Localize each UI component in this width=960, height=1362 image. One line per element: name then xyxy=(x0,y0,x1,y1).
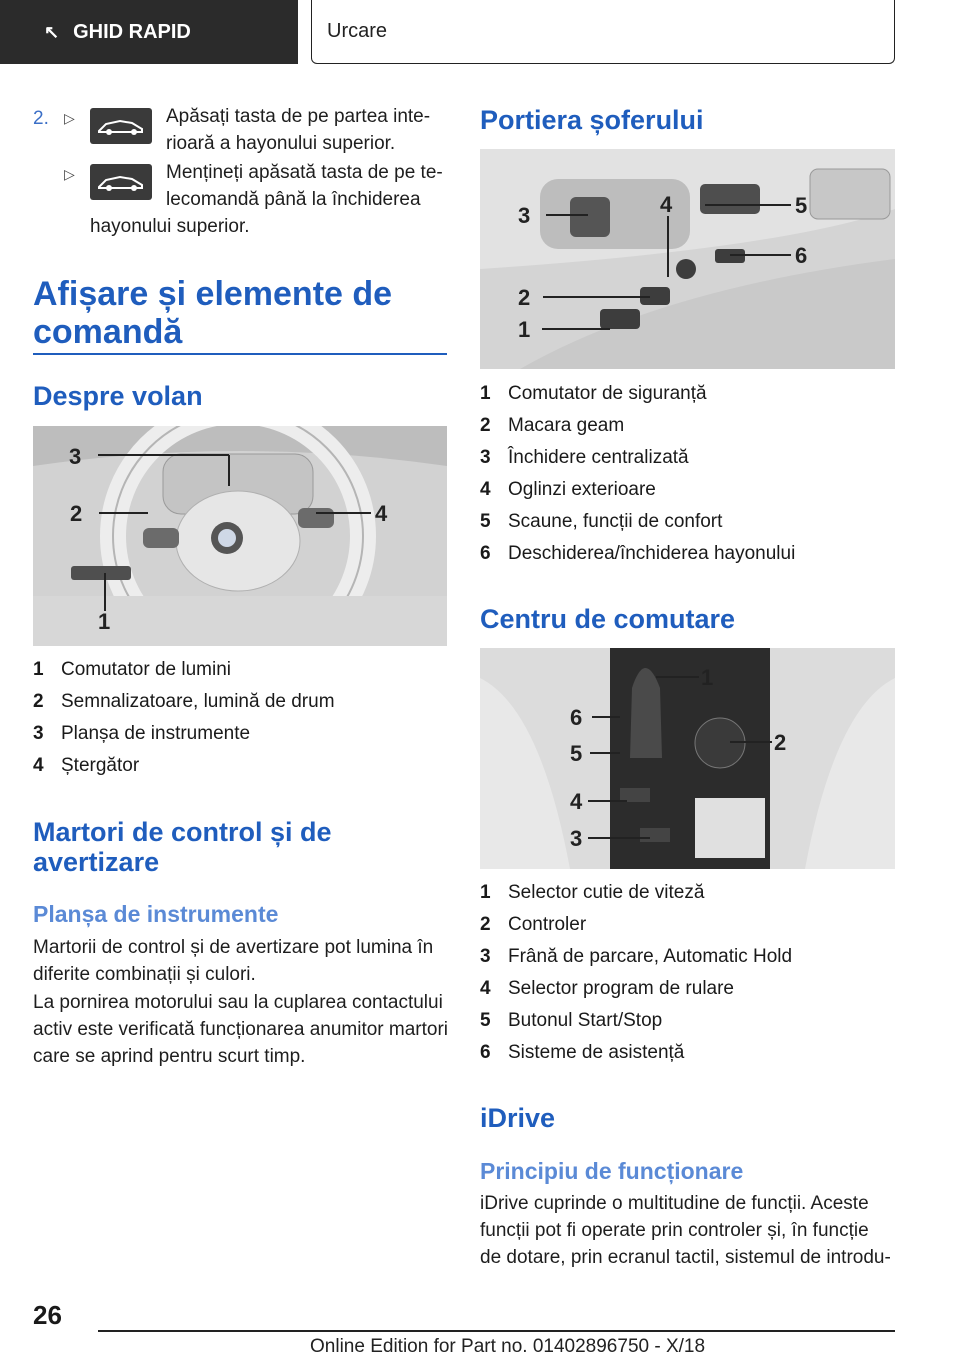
item-label: Deschiderea/închiderea hayonului xyxy=(508,543,796,564)
list-item xyxy=(480,378,795,410)
item-label: Frână de parcare, Automatic Hold xyxy=(508,946,793,967)
step-b-line3: hayonului superior. xyxy=(90,216,250,237)
para2-line3: care se aprind pentru scurt timp. xyxy=(33,1046,306,1067)
cluster-heading: Planșa de instrumente xyxy=(33,901,279,927)
item-label: Comutator de siguranță xyxy=(508,383,707,404)
item-label: Selector program de rulare xyxy=(508,978,734,999)
center-callout-5: 5 xyxy=(570,741,583,766)
center-callout-2: 2 xyxy=(774,730,787,755)
pin-icon: ↖ xyxy=(44,21,60,42)
list-item xyxy=(480,973,792,1005)
header-gap xyxy=(298,0,311,64)
item-number: 2 xyxy=(480,415,491,436)
list-item xyxy=(480,538,795,570)
page-number: 26 xyxy=(33,1300,62,1330)
door-callout-3: 3 xyxy=(518,203,531,228)
center-callout-1: 1 xyxy=(701,665,714,690)
item-label: Macara geam xyxy=(508,415,625,436)
list-item xyxy=(480,909,792,941)
item-label: Sisteme de asistență xyxy=(508,1042,685,1063)
door-callout-2: 2 xyxy=(518,285,531,310)
door-legend xyxy=(480,378,795,570)
item-number: 4 xyxy=(480,479,491,500)
wheel-legend xyxy=(33,654,335,782)
item-number: 1 xyxy=(480,882,491,903)
item-number: 6 xyxy=(480,543,491,564)
door-callout-5: 5 xyxy=(795,193,808,218)
para1-line2: diferite combinații și culori. xyxy=(33,964,256,985)
para2-line1: La pornirea motorului sau la cuplarea contactului xyxy=(33,992,443,1013)
item-label: Selector cutie de viteză xyxy=(508,882,705,903)
chapter-label: Urcare xyxy=(327,20,388,42)
wheel-callout-3: 3 xyxy=(69,444,82,469)
para2-line2: activ este verificată funcționarea anumitor martori xyxy=(33,1019,449,1040)
main-heading-line1: Afișare și elemente de xyxy=(33,275,393,313)
item-number: 4 xyxy=(33,755,44,776)
list-item xyxy=(33,654,335,686)
step-a-line2: rioară a hayonului superior. xyxy=(166,133,396,154)
item-label: Comutator de lumini xyxy=(61,659,232,680)
item-number: 6 xyxy=(480,1042,491,1063)
steering-wheel-photo xyxy=(33,426,447,646)
triangle-icon: ▷ xyxy=(64,110,75,126)
idrive-para-line1: iDrive cuprinde o multitudine de funcții. Aceste xyxy=(480,1193,869,1214)
center-heading: Centru de comutare xyxy=(480,604,736,634)
main-heading-line2: comandă xyxy=(33,313,183,351)
item-number: 1 xyxy=(480,383,491,404)
center-callout-4: 4 xyxy=(570,789,583,814)
wheel-callout-1: 1 xyxy=(98,609,111,634)
chapter-box[interactable] xyxy=(311,0,895,64)
center-legend xyxy=(480,877,792,1069)
idrive-para-line3: de dotare, prin ecranul tactil, sistemul de introdu- xyxy=(480,1247,891,1268)
section-tab[interactable] xyxy=(0,0,298,64)
list-item xyxy=(480,474,795,506)
door-callout-1: 1 xyxy=(518,317,531,342)
center-callout-3: 3 xyxy=(570,826,583,851)
door-heading: Portiera șoferului xyxy=(480,105,704,135)
para1-line1: Martorii de control și de avertizare pot lumina în xyxy=(33,937,434,958)
item-number: 5 xyxy=(480,1010,491,1031)
item-label: Planșa de instrumente xyxy=(61,723,251,744)
wheel-heading: Despre volan xyxy=(33,381,203,411)
item-number: 4 xyxy=(480,978,491,999)
list-item xyxy=(480,941,792,973)
list-item xyxy=(480,1005,792,1037)
door-callout-4: 4 xyxy=(660,192,673,217)
center-callout-6: 6 xyxy=(570,705,583,730)
item-label: Semnalizatoare, lumină de drum xyxy=(61,691,335,712)
item-number: 3 xyxy=(480,946,491,967)
list-item xyxy=(480,410,795,442)
list-item xyxy=(33,750,335,782)
center-console-photo xyxy=(480,648,895,869)
list-item xyxy=(480,442,795,474)
list-item xyxy=(480,506,795,538)
section-label: GHID RAPID xyxy=(73,20,191,43)
car-trunk-icon xyxy=(90,108,152,144)
list-item xyxy=(33,718,335,750)
step-b-line2: lecomandă până la închiderea xyxy=(166,189,421,210)
list-item xyxy=(480,1037,792,1069)
heading-rule xyxy=(33,353,447,355)
item-label: Scaune, funcții de confort xyxy=(508,511,723,532)
idrive-para-line2: funcții pot fi operate prin controler și, în funcție xyxy=(480,1220,869,1241)
item-label: Butonul Start/Stop xyxy=(508,1010,663,1031)
item-number: 3 xyxy=(480,447,491,468)
car-trunk-icon xyxy=(90,164,152,200)
item-label: Controler xyxy=(508,914,587,935)
wheel-callout-4: 4 xyxy=(375,501,388,526)
item-number: 1 xyxy=(33,659,44,680)
item-label: Închidere centralizată xyxy=(508,447,689,468)
footer-rule xyxy=(98,1330,895,1332)
warn-heading-line1: Martori de control și de xyxy=(33,817,332,847)
triangle-icon: ▷ xyxy=(64,166,75,182)
item-number: 2 xyxy=(480,914,491,935)
item-number: 3 xyxy=(33,723,44,744)
list-item xyxy=(33,686,335,718)
item-label: Ștergător xyxy=(61,755,140,776)
list-item xyxy=(480,877,792,909)
wheel-callout-2: 2 xyxy=(70,501,83,526)
item-label: Oglinzi exterioare xyxy=(508,479,656,500)
idrive-heading: iDrive xyxy=(480,1103,556,1133)
warn-heading-line2: avertizare xyxy=(33,847,160,877)
item-number: 2 xyxy=(33,691,44,712)
principle-heading: Principiu de funcționare xyxy=(480,1158,744,1184)
step-b-line1: Mențineți apăsată tasta de pe te- xyxy=(166,162,443,183)
door-callout-6: 6 xyxy=(795,243,808,268)
edition-text: Online Edition for Part no. 01402896750 - X/18 xyxy=(310,1336,706,1357)
door-photo xyxy=(480,149,895,369)
step-a-line1: Apăsați tasta de pe partea inte- xyxy=(166,106,431,127)
item-number: 5 xyxy=(480,511,491,532)
step-number: 2. xyxy=(33,108,49,129)
